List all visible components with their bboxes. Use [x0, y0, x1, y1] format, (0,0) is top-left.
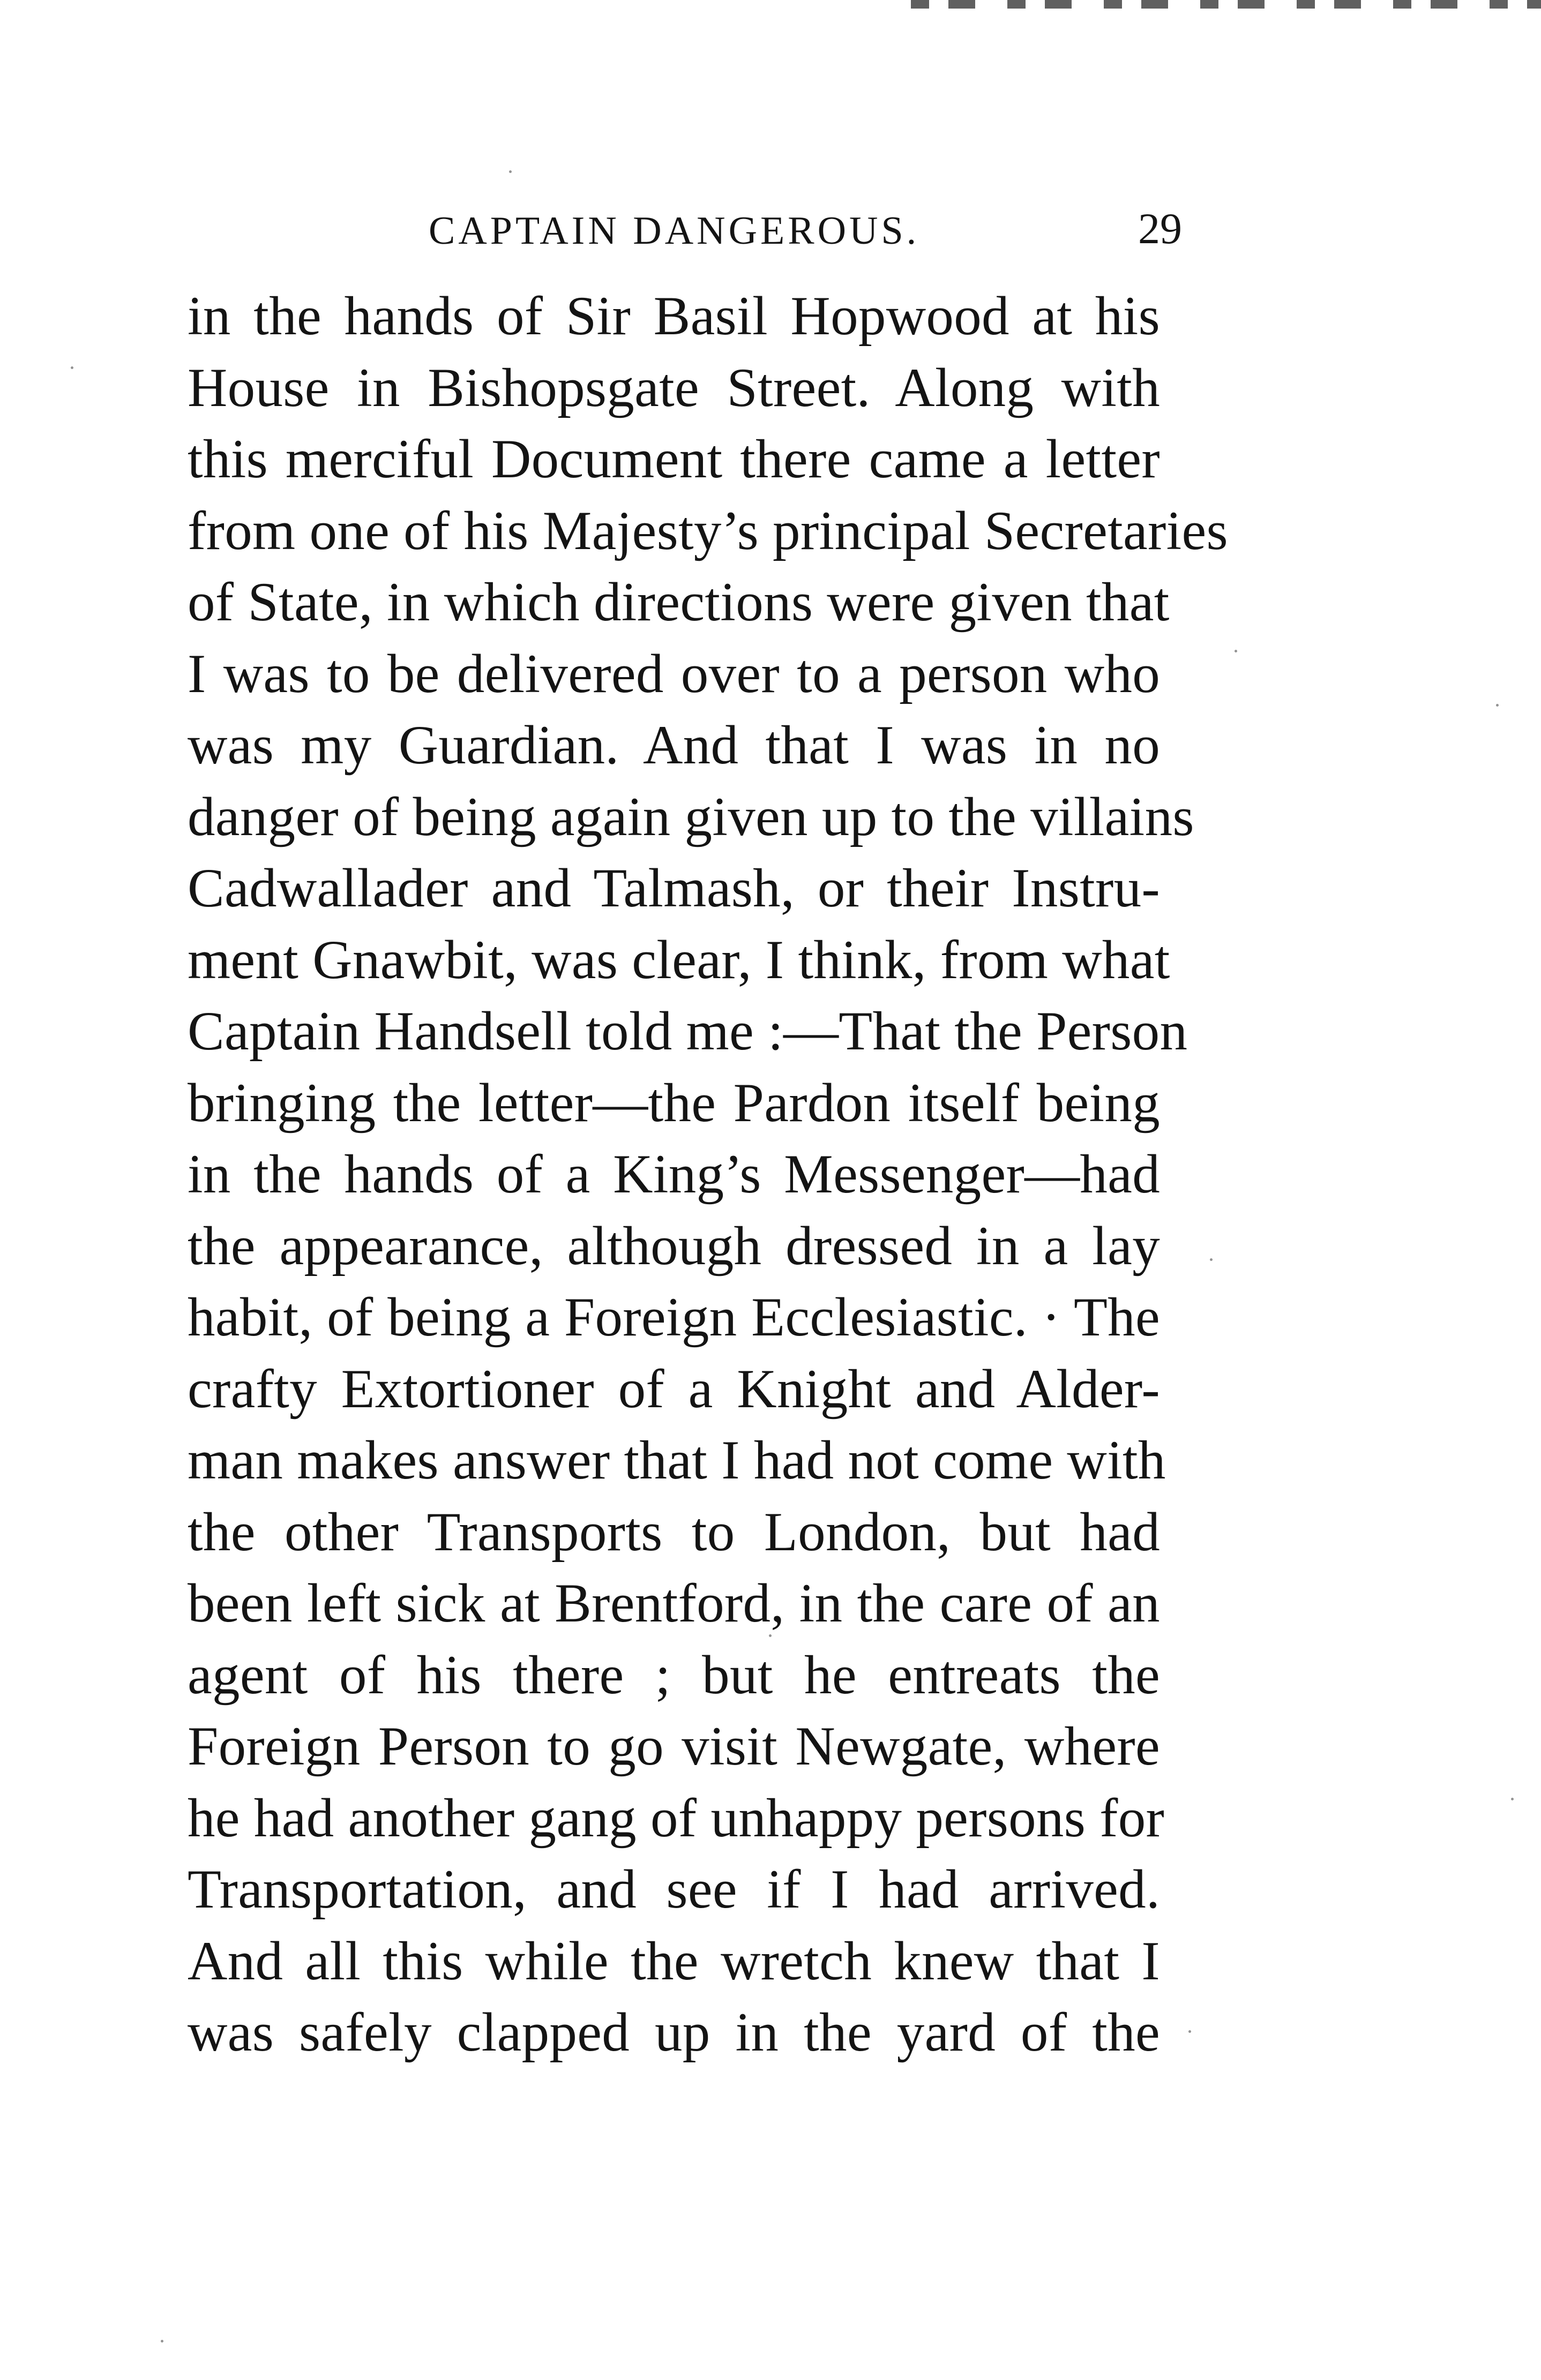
text-line: this merciful Document there came a letter	[188, 429, 1160, 490]
scan-speck	[509, 170, 512, 173]
scan-speck	[1496, 704, 1499, 707]
scan-speck	[1235, 650, 1237, 652]
text-line: And all this while the wretch knew that I	[188, 1930, 1160, 1992]
text-line: Cadwallader and Talmash, or their Instru-	[188, 858, 1160, 919]
text-line: from one of his Majesty’s principal Secretaries	[188, 500, 1228, 561]
text-line: Captain Handsell told me :—That the Person	[188, 1001, 1188, 1062]
text-line: the other Transports to London, but had	[188, 1501, 1160, 1563]
scan-speck	[71, 366, 73, 369]
text-line: of State, in which directions were given that	[188, 572, 1170, 633]
scan-speck	[1188, 2030, 1191, 2033]
running-title: CAPTAIN DANGEROUS.	[429, 209, 920, 253]
text-line: crafty Extortioner of a Knight and Alder-	[188, 1358, 1160, 1420]
running-head	[188, 202, 1182, 251]
text-line: was my Guardian. And that I was in no	[188, 715, 1160, 776]
scan-speck	[1511, 1798, 1514, 1800]
text-line: ment Gnawbit, was clear, I think, from what	[188, 929, 1170, 990]
text-line: danger of being again given up to the villains	[188, 786, 1194, 847]
scan-edge-marks	[911, 0, 1541, 9]
text-line: been left sick at Brentford, in the care of an	[188, 1573, 1160, 1634]
text-line: Foreign Person to go visit Newgate, where	[188, 1716, 1160, 1777]
text-line: in the hands of a King’s Messenger—had	[188, 1144, 1160, 1205]
text-line: man makes answer that I had not come with	[188, 1430, 1166, 1491]
page-body-text	[188, 281, 1228, 2069]
text-line: Transportation, and see if I had arrived.	[188, 1859, 1160, 1920]
text-line: in the hands of Sir Basil Hopwood at his	[188, 286, 1160, 347]
scan-speck	[1210, 1258, 1213, 1261]
text-line: he had another gang of unhappy persons for	[188, 1787, 1165, 1849]
scan-speck	[161, 2340, 163, 2343]
text-line: I was to be delivered over to a person who	[188, 643, 1160, 704]
text-line: bringing the letter—the Pardon itself being	[188, 1072, 1160, 1133]
text-line: House in Bishopsgate Street. Along with	[188, 357, 1160, 418]
scan-speck	[769, 1634, 772, 1637]
text-line: habit, of being a Foreign Ecclesiastic. · The	[188, 1287, 1160, 1348]
text-line: the appearance, although dressed in a lay	[188, 1215, 1160, 1277]
text-line: was safely clapped up in the yard of the	[188, 2002, 1160, 2063]
text-line: agent of his there ; but he entreats the	[188, 1644, 1160, 1706]
page-number: 29	[1138, 204, 1182, 253]
